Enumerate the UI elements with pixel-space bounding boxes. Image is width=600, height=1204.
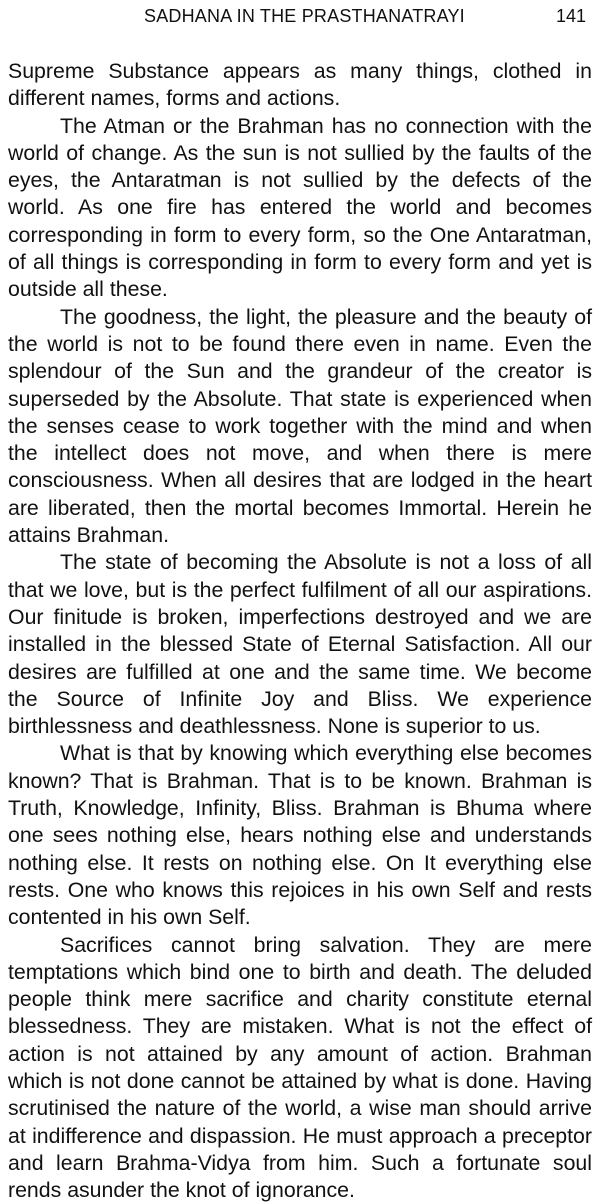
- paragraph-goodness-light: The goodness, the light, the pleasure and the beauty of the world is not to be found there even in name. Even the splendour of the Sun and the grandeur of the creator is superseded by the Absolute. That state is experienced when the senses cease to work together with the mind and when the intellect does not move, and when there is mere consciousness. When all desires that are lodged in the heart are liberated, then the mortal becomes Immortal. Herein he attains Brahman.: [8, 304, 592, 550]
- page-number: 141: [556, 6, 586, 27]
- paragraph-continued: Supreme Substance appears as many things, clothed in different names, forms and actions.: [8, 58, 592, 113]
- page-body: [8, 58, 592, 1204]
- paragraph-sacrifices: Sacrifices cannot bring salvation. They are mere temptations which bind one to birth and death. The deluded people think mere sacrifice and charity constitute eternal blessedness. They are mistaken. What is not the effect of action is not attained by any amount of action. Brahman which is not done cannot be attained by what is done. Having scrutinised the nature of the world, a wise man should arrive at indifference and dispassion. He must approach a preceptor and learn Brahma-Vidya from him. Such a fortunate soul rends asunder the knot of ignorance.: [8, 932, 592, 1204]
- paragraph-knowing-brahman: What is that by knowing which everything else becomes known? That is Brahman. That is to be known. Brahman is Truth, Knowledge, Infinity, Bliss. Brahman is Bhuma where one sees nothing else, hears nothing else and understands nothing else. It rests on nothing else. On It everything else rests. One who knows this rejoices in his own Self and rests contented in his own Self.: [8, 740, 592, 931]
- running-head: SADHANA IN THE PRASTHANATRAYI: [144, 6, 465, 27]
- paragraph-atman-brahman: The Atman or the Brahman has no connection with the world of change. As the sun is not sullied by the faults of the eyes, the Antaratman is not sullied by the defects of the world. As one fire has entered the world and becomes corresponding in form to every form, so the One Antaratman, of all things is corresponding in form to every form and yet is outside all these.: [8, 113, 592, 304]
- paragraph-becoming-absolute: The state of becoming the Absolute is not a loss of all that we love, but is the perfect fulfilment of all our aspirations. Our finitude is broken, imperfections destroyed and we are installed in the blessed State of Eternal Satisfaction. All our desires are fulfilled at one and the same time. We become the Source of Infinite Joy and Bliss. We experience birthlessness and deathlessness. None is superior to us.: [8, 549, 592, 740]
- page-header: [0, 2, 600, 32]
